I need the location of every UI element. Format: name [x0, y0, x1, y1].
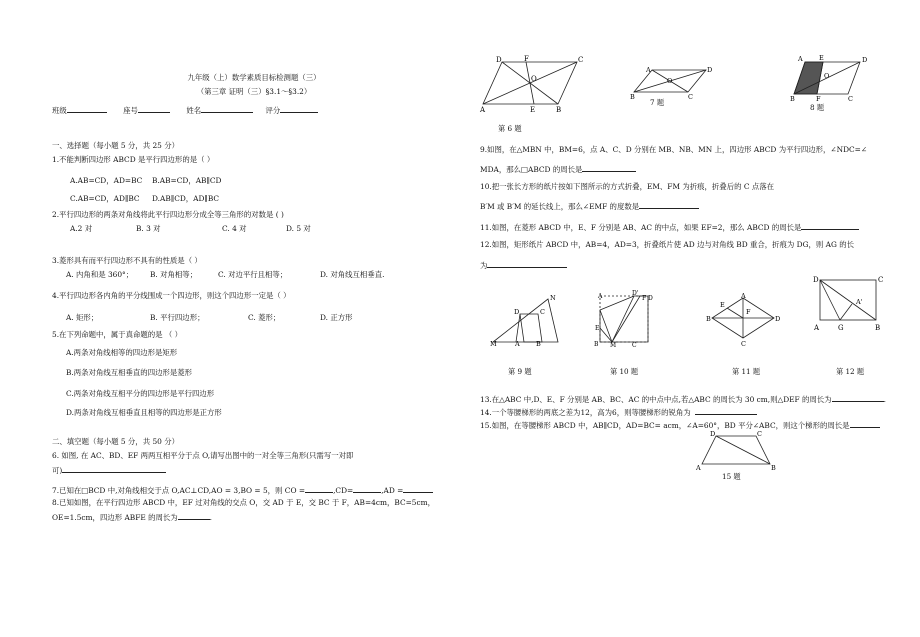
q6-line2-text: 可) — [52, 466, 63, 475]
q11-text: 11.如图，在菱形 ABCD 中，E、F 分别是 AB、AC 的中点，如果 EF=2，那么 ABCD 的周长是 — [480, 223, 802, 232]
figure-8-caption: 8 题 — [810, 103, 825, 112]
svg-text:C: C — [540, 308, 545, 316]
figure-15 — [694, 430, 780, 470]
q7-text: 7.已知在□BCD 中,对角线相交于点 O,AC⊥CD,AO = 3,BO = 5，则 CO = — [52, 486, 306, 495]
svg-text:G: G — [838, 324, 844, 332]
figure-12-caption: 第 12 题 — [836, 367, 865, 376]
svg-text:A: A — [798, 55, 803, 63]
q4-stem: 4.平行四边形各内角的平分线围成一个四边形，则这个四边形一定是（ ） — [52, 291, 291, 300]
svg-text:B: B — [706, 315, 711, 323]
q15-answer-blank — [850, 419, 880, 428]
figure-10 — [592, 290, 652, 348]
svg-text:C: C — [878, 276, 884, 284]
svg-text:O: O — [824, 72, 830, 80]
figure-12 — [810, 274, 886, 336]
q7-cd-text: ,CD= — [333, 486, 354, 495]
q6-line1: 6. 如图, 在 AC、BD、EF 两两互相平分于点 O,请写出图中的一对全等三角形(只需写一对即 — [52, 451, 354, 460]
svg-text:C: C — [688, 93, 693, 101]
svg-text:C: C — [741, 340, 746, 348]
q7-co-blank — [305, 484, 333, 493]
q10-answer-blank — [639, 200, 699, 209]
svg-text:F: F — [816, 95, 821, 103]
q10-line2 — [480, 200, 699, 211]
q5-stem: 5.在下列命题中，属于真命题的是 （ ） — [52, 330, 183, 339]
svg-text:N: N — [550, 294, 556, 302]
svg-text:B: B — [790, 95, 795, 103]
seat-blank — [138, 104, 170, 113]
svg-text:C: C — [578, 56, 584, 64]
figure-11-caption: 第 11 题 — [732, 367, 761, 376]
svg-text:E: E — [819, 54, 824, 62]
svg-text:B: B — [630, 93, 635, 101]
svg-text:D: D — [514, 308, 520, 316]
figure-9-caption: 第 9 题 — [508, 367, 532, 376]
figure-10-caption: 第 10 题 — [610, 367, 639, 376]
q10-line2-text: B′M 或 B′M 的延长线上，那么∠EMF 的度数是 — [480, 202, 640, 211]
svg-text:E: E — [595, 325, 600, 332]
q3-option-a: A. 内角和是 360°； — [66, 270, 134, 279]
q15-text: 15.如图，在等腰梯形 ABCD 中，AB∥CD，AD=BC= acm，∠A=60°，BD 平分∠ABC，则这个梯形的周长是 — [480, 421, 850, 430]
q12-line1: 12.如图，矩形纸片 ABCD 中，AB=4，AD=3，折叠纸片使 AD 边与对角线 BD 重合，折痕为 DG，则 AG 的长 — [480, 240, 855, 249]
svg-text:C: C — [632, 342, 637, 349]
q13-text: 13.在△ABC 中,D、E、F 分别是 AB、BC、AC 的中点中点,若△ABC 的周长为 30 cm,则△DEF 的周长为 — [480, 395, 832, 404]
svg-text:A: A — [814, 324, 820, 332]
q3-stem: 3.菱形具有而平行四边形不具有的性质是（ ） — [52, 256, 202, 265]
svg-text:B: B — [771, 464, 776, 472]
svg-text:D: D — [707, 66, 713, 74]
svg-text:D: D — [496, 56, 502, 64]
q11-answer-blank — [801, 221, 859, 230]
q12-line2 — [480, 259, 567, 270]
q2-option-c: C. 4 对 — [222, 224, 247, 233]
svg-text:C: C — [757, 430, 762, 438]
name-blank — [201, 104, 253, 113]
info-line — [52, 104, 318, 115]
svg-text:A: A — [646, 66, 651, 74]
seat-label: 座号 — [123, 106, 138, 115]
q6-line2 — [52, 464, 166, 475]
score-label: 评分 — [265, 106, 281, 115]
q5-option-a: A.两条对角线相等的四边形是矩形 — [66, 348, 178, 357]
svg-text:A: A — [741, 292, 746, 300]
q4-option-c: C. 菱形； — [248, 313, 281, 322]
page-subtitle: （第三章 证明（三）§3.1～§3.2） — [196, 87, 312, 96]
svg-text:D: D — [813, 276, 819, 284]
section1-heading: 一、选择题（每小题 5 分，共 25 分） — [52, 141, 179, 150]
q14 — [480, 406, 757, 417]
svg-text:M: M — [610, 342, 617, 349]
q3-option-c: C. 对边平行且相等； — [218, 270, 288, 279]
q4-option-a: A. 矩形； — [66, 313, 99, 322]
q14-text: 14.一个等腰梯形的两底之差为12，高为6，则等腰梯形的锐角为 — [480, 408, 691, 417]
q8-line2: OE=1.5cm，四边形 ABFE 的周长为 . — [52, 513, 213, 522]
svg-text:E: E — [530, 106, 536, 114]
figure-15-caption: 15 题 — [722, 472, 741, 481]
q2-option-b: B. 3 对 — [136, 224, 161, 233]
q1-option-c: C.AB=CD，AD∥BC — [70, 194, 140, 203]
svg-text:F: F — [642, 295, 647, 302]
svg-text:A': A' — [856, 298, 863, 306]
svg-text:M: M — [490, 340, 497, 348]
q2-option-d: D. 5 对 — [286, 224, 311, 233]
figure-11 — [706, 294, 780, 346]
q15 — [480, 419, 880, 430]
q5-option-b: B.两条对角线互相垂直的四边形是菱形 — [66, 368, 193, 377]
svg-text:B: B — [536, 340, 541, 348]
figure-6 — [480, 54, 584, 114]
q7-ad-blank — [403, 484, 433, 493]
q2-stem: 2.平行四边形的两条对角线将此平行四边形分成全等三角形的对数是 ( ) — [52, 210, 284, 219]
q13: 13.在△ABC 中,D、E、F 分别是 AB、BC、AC 的中点中点,若△ABC 的周长为 30 cm,则△DEF 的周长为 . — [480, 395, 886, 404]
svg-text:A: A — [696, 464, 701, 472]
svg-text:A: A — [480, 106, 486, 114]
q1-option-a: A.AB=CD，AD=BC — [70, 176, 143, 185]
name-label: 姓名 — [186, 106, 202, 115]
svg-text:B: B — [875, 324, 881, 332]
svg-text:D: D — [710, 430, 716, 438]
svg-text:D: D — [862, 56, 868, 64]
q5-option-c: C.两条对角线互相平分的四边形是平行四边形 — [66, 389, 215, 398]
q8-line1: 8.已知如图，在平行四边形 ABCD 中，EF 过对角线的交点 O，交 AD 于 E，交 BC 于 F，AB=4cm，BC=5cm， — [52, 498, 436, 507]
q8-answer-blank — [178, 511, 210, 520]
figure-8 — [790, 54, 870, 104]
q3-option-b: B. 对角相等； — [150, 270, 198, 279]
q4-option-d: D. 正方形 — [320, 313, 353, 322]
q1-stem: 1.不能判断四边形 ABCD 是平行四边形的是（ ） — [52, 155, 215, 164]
figure-7-caption: 7 题 — [650, 98, 665, 107]
score-blank — [280, 104, 318, 113]
q1-option-d: D.AB∥CD，AD∥BC — [152, 194, 220, 203]
section2-heading: 二、填空题（每小题 5 分，共 50 分） — [52, 437, 179, 446]
q5-option-d: D.两条对角线互相垂直且相等的四边形是正方形 — [66, 408, 222, 417]
svg-text:D: D — [775, 315, 781, 323]
class-blank — [67, 104, 107, 113]
figure-9 — [490, 292, 560, 346]
figure-7 — [630, 64, 720, 100]
q11 — [480, 221, 859, 232]
q4-option-b: B. 平行四边形； — [150, 313, 205, 322]
q13-answer-blank — [832, 393, 884, 402]
svg-text:O: O — [667, 77, 673, 85]
q1-option-b: B.AB=CD，AB∥CD — [152, 176, 222, 185]
q8-line2-text: OE=1.5cm，四边形 ABFE 的周长为 — [52, 513, 178, 522]
q7-cd-blank — [353, 484, 381, 493]
q14-answer-blank — [695, 406, 757, 415]
q10-line1: 10.把一张长方形的纸片按如下图所示的方式折叠，EM、FM 为折痕，折叠后的 C 点落在 — [480, 182, 775, 191]
svg-text:A: A — [515, 340, 520, 348]
q2-option-a: A.2 对 — [70, 224, 93, 233]
q12-answer-blank — [487, 259, 567, 268]
svg-text:E: E — [720, 301, 725, 309]
page-title: 九年级（上）数学素质目标检测题（三） — [187, 73, 321, 82]
svg-text:B: B — [594, 341, 599, 348]
svg-text:O: O — [531, 75, 537, 83]
q7 — [52, 484, 433, 495]
svg-text:D: D — [648, 295, 653, 302]
q9-line2-text: MDA，那么□ABCD 的周长是 — [480, 165, 583, 174]
svg-text:A: A — [598, 293, 603, 300]
svg-text:F: F — [746, 308, 751, 316]
q9-line1: 9.如图，在△MBN 中，BM=6，点 A、C、D 分别在 MB、NB、MN 上，四边形 ABCD 为平行四边形，∠NDC=∠ — [480, 145, 868, 154]
svg-text:C: C — [848, 95, 853, 103]
svg-text:F: F — [524, 55, 529, 63]
q9-answer-blank — [582, 163, 636, 172]
figure-6-caption: 第 6 题 — [498, 124, 522, 133]
q12-line2-text: 为 — [480, 261, 488, 270]
q6-answer-blank — [62, 464, 166, 473]
svg-text:D': D' — [632, 290, 639, 297]
svg-text:B: B — [556, 106, 562, 114]
class-label: 班级 — [52, 106, 67, 115]
q7-ad-text: ,AD = — [381, 486, 404, 495]
q3-option-d: D. 对角线互相垂直. — [320, 270, 385, 279]
q9-line2 — [480, 163, 636, 174]
